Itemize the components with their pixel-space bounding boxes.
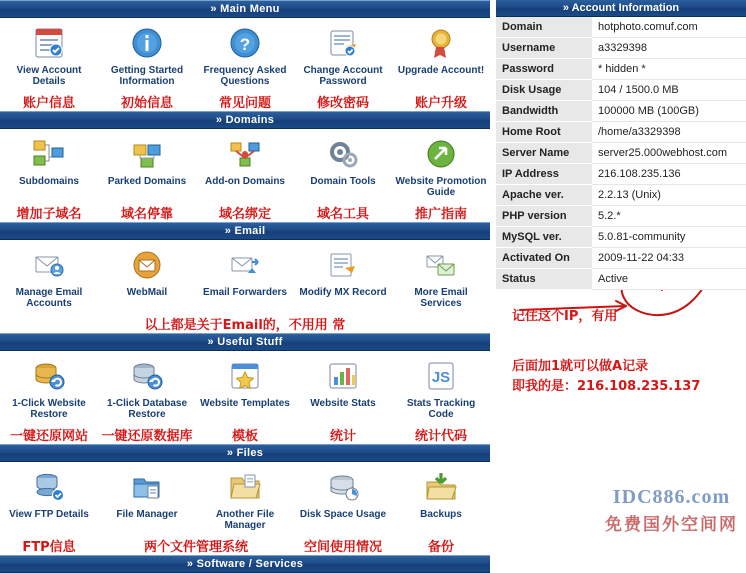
table-row xyxy=(496,185,746,206)
parked-domains-icon xyxy=(100,135,194,173)
menu-item-file-manager[interactable] xyxy=(98,466,196,535)
menu-item-1-click-website-restore[interactable] xyxy=(0,355,98,424)
watermark-site: IDC886.com xyxy=(612,486,731,508)
table-row xyxy=(496,269,746,290)
menu-item-website-stats[interactable] xyxy=(294,355,392,424)
disk-space-icon xyxy=(296,468,390,506)
menu-item-label: Modify MX Record xyxy=(299,287,387,298)
menu-item-more-email-services[interactable] xyxy=(392,244,490,313)
menu-item-disk-space-usage[interactable] xyxy=(294,466,392,535)
svg-text:?: ? xyxy=(239,35,251,54)
table-row xyxy=(496,17,746,38)
menu-item-label: 1-Click Website Restore xyxy=(12,398,86,420)
row-key: Apache ver. xyxy=(496,185,592,206)
annotation-change-password: 修改密码 xyxy=(316,95,369,111)
menu-item-label: View FTP Details xyxy=(9,509,89,520)
menu-item-label: Backups xyxy=(420,509,462,520)
annotation-row-domains xyxy=(0,202,490,222)
file-manager-icon xyxy=(100,468,194,506)
backups-icon xyxy=(394,468,488,506)
row-value: 104 / 1500.0 MB xyxy=(592,80,746,101)
annotation-row-email xyxy=(0,313,490,333)
menu-item-view-account-details[interactable] xyxy=(0,22,98,91)
annotation-upgrade: 账户升级 xyxy=(414,95,467,111)
menu-item-label: Website Stats xyxy=(310,398,376,409)
annotation-a-record-line2: 即我的是：216.108.235.137 xyxy=(512,379,701,394)
row-value: 5.2.* xyxy=(592,206,746,227)
annotation-ftp-info: FTP信息 xyxy=(22,539,76,555)
row-value: 2.2.13 (Unix) xyxy=(592,185,746,206)
subdomains-icon xyxy=(2,135,96,173)
menu-item-manage-email-accounts[interactable] xyxy=(0,244,98,313)
table-row xyxy=(496,248,746,269)
ftp-details-icon xyxy=(2,468,96,506)
domain-tools-icon xyxy=(296,135,390,173)
annotation-stats-code: 统计代码 xyxy=(414,428,467,444)
templates-icon xyxy=(198,357,292,395)
table-row xyxy=(496,38,746,59)
info-icon xyxy=(100,24,194,62)
menu-item-label: 1-Click Database Restore xyxy=(106,398,188,420)
menu-item-frequency-asked-questions[interactable] xyxy=(196,22,294,91)
website-restore-icon xyxy=(2,357,96,395)
menu-item-label: Getting Started Information xyxy=(110,65,184,87)
menu-item-label: Email Forwarders xyxy=(203,287,287,298)
annotation-faq: 常见问题 xyxy=(218,95,271,111)
menu-item-1-click-database-restore[interactable] xyxy=(98,355,196,424)
menu-item-label: Stats Tracking Code xyxy=(406,398,476,420)
table-row xyxy=(496,101,746,122)
menu-item-label: View Account Details xyxy=(16,65,82,87)
watermark xyxy=(605,486,738,535)
menu-item-label: Add-on Domains xyxy=(205,176,285,187)
row-key: Bandwidth xyxy=(496,101,592,122)
upgrade-icon xyxy=(394,24,488,62)
table-row xyxy=(496,164,746,185)
row-value: server25.000webhost.com xyxy=(592,143,746,164)
row-key: Password xyxy=(496,59,592,80)
menu-item-getting-started-information[interactable] xyxy=(98,22,196,91)
menu-item-label: Another File Manager xyxy=(215,509,275,531)
menu-item-label: Upgrade Account! xyxy=(397,65,485,76)
menu-item-view-ftp-details[interactable] xyxy=(0,466,98,535)
menu-item-label: Parked Domains xyxy=(107,176,187,187)
stats-icon xyxy=(296,357,390,395)
menu-item-label: Disk Space Usage xyxy=(299,509,387,520)
row-value: 2009-11-22 04:33 xyxy=(592,248,746,269)
section-header-files: » Files xyxy=(0,444,490,462)
section-grid-files xyxy=(0,462,490,535)
promotion-guide-icon xyxy=(394,135,488,173)
menu-item-website-promotion-guide[interactable] xyxy=(392,133,490,202)
annotation-a-record-line1: 后面加1就可以做A记录 xyxy=(512,359,649,374)
menu-item-label: WebMail xyxy=(126,287,168,298)
annotation-email-note: 以上都是关于Email的，不用用 常 xyxy=(144,317,346,333)
menu-item-label: Frequency Asked Questions xyxy=(203,65,287,87)
watermark-slogan: 免费国外空间网 xyxy=(605,515,738,535)
section-header-main-menu: » Main Menu xyxy=(0,0,490,18)
annotation-disk-space: 空间使用情况 xyxy=(303,539,382,555)
annotation-website-restore: 一键还原网站 xyxy=(9,428,88,444)
annotation-website-stats: 统计 xyxy=(329,428,356,444)
row-key: Status xyxy=(496,269,592,290)
menu-item-email-forwarders[interactable] xyxy=(196,244,294,313)
row-key: Domain xyxy=(496,17,592,38)
annotation-database-restore: 一键还原数据库 xyxy=(101,428,193,444)
webmail-icon xyxy=(100,246,194,284)
menu-item-upgrade-account[interactable] xyxy=(392,22,490,91)
menu-item-label: Manage Email Accounts xyxy=(15,287,83,309)
mx-record-icon xyxy=(296,246,390,284)
row-key: PHP version xyxy=(496,206,592,227)
row-value: /home/a3329398 xyxy=(592,122,746,143)
annotation-templates: 模板 xyxy=(231,428,258,444)
menu-item-website-templates[interactable] xyxy=(196,355,294,424)
table-row xyxy=(496,143,746,164)
section-grid-domains xyxy=(0,129,490,202)
table-row xyxy=(496,206,746,227)
another-file-manager-icon xyxy=(198,468,292,506)
account-information-table xyxy=(496,17,746,290)
annotation-parked-domains: 域名停靠 xyxy=(120,206,173,222)
row-value-ip-address: 216.108.235.136 xyxy=(592,164,746,185)
section-grid-useful-stuff xyxy=(0,351,490,424)
annotation-row-useful-stuff xyxy=(0,424,490,444)
row-value: hotphoto.comuf.com xyxy=(592,17,746,38)
stats-tracking-icon xyxy=(394,357,488,395)
row-key: Username xyxy=(496,38,592,59)
account-information-header: » Account Information xyxy=(496,0,746,17)
row-key: Activated On xyxy=(496,248,592,269)
row-value: a3329398 xyxy=(592,38,746,59)
table-row xyxy=(496,59,746,80)
row-key: MySQL ver. xyxy=(496,227,592,248)
menu-item-label: Subdomains xyxy=(18,176,79,187)
annotation-subdomains: 增加子域名 xyxy=(16,206,82,222)
annotation-row-files xyxy=(0,535,490,555)
section-header-email: » Email xyxy=(0,222,490,240)
row-key: Home Root xyxy=(496,122,592,143)
annotation-ip-note: 记住这个IP，有用 xyxy=(512,309,618,324)
table-row xyxy=(496,122,746,143)
menu-item-label: Domain Tools xyxy=(310,176,376,187)
change-password-icon xyxy=(296,24,390,62)
annotation-row-main-menu xyxy=(0,91,490,111)
menu-item-stats-tracking-code[interactable] xyxy=(392,355,490,424)
menu-item-label: Website Promotion Guide xyxy=(395,176,487,198)
row-value: * hidden * xyxy=(592,59,746,80)
row-value: Active xyxy=(592,269,746,290)
section-header-software-services: » Software / Services xyxy=(0,555,490,573)
menu-item-label: Website Templates xyxy=(200,398,290,409)
row-key: Server Name xyxy=(496,143,592,164)
account-details-icon xyxy=(2,24,96,62)
row-value: 5.0.81-community xyxy=(592,227,746,248)
section-grid-email xyxy=(0,240,490,313)
menu-item-subdomains[interactable] xyxy=(0,133,98,202)
row-key: Disk Usage xyxy=(496,80,592,101)
menu-item-domain-tools[interactable] xyxy=(294,133,392,202)
menu-item-another-file-manager[interactable] xyxy=(196,466,294,535)
table-row xyxy=(496,227,746,248)
annotation-promotion-guide: 推广指南 xyxy=(414,206,467,222)
annotation-addon-domains: 域名绑定 xyxy=(218,206,271,222)
row-value: 100000 MB (100GB) xyxy=(592,101,746,122)
menu-item-label: Change Account Password xyxy=(303,65,383,87)
section-header-useful-stuff: » Useful Stuff xyxy=(0,333,490,351)
section-grid-main-menu xyxy=(0,18,490,91)
menu-item-label: File Manager xyxy=(116,509,178,520)
more-email-icon xyxy=(394,246,488,284)
table-row xyxy=(496,80,746,101)
annotation-account-info: 账户信息 xyxy=(22,95,75,111)
addon-domains-icon xyxy=(198,135,292,173)
account-information-panel xyxy=(496,0,746,290)
annotation-domain-tools: 域名工具 xyxy=(316,206,369,222)
svg-text:JS: JS xyxy=(431,369,451,386)
faq-icon xyxy=(198,24,292,62)
row-key: IP Address xyxy=(496,164,592,185)
manage-email-icon xyxy=(2,246,96,284)
annotation-file-managers: 两个文件管理系统 xyxy=(143,539,248,555)
menu-item-webmail[interactable] xyxy=(98,244,196,313)
annotation-backups: 备份 xyxy=(427,539,454,555)
menu-item-label: More Email Services xyxy=(414,287,468,309)
menu-item-backups[interactable] xyxy=(392,466,490,535)
database-restore-icon xyxy=(100,357,194,395)
menu-item-change-account-password[interactable] xyxy=(294,22,392,91)
section-header-domains: » Domains xyxy=(0,111,490,129)
menu-item-modify-mx-record[interactable] xyxy=(294,244,392,313)
email-forwarders-icon xyxy=(198,246,292,284)
annotation-initial-info: 初始信息 xyxy=(120,95,173,111)
menu-item-parked-domains[interactable] xyxy=(98,133,196,202)
menu-item-addon-domains[interactable] xyxy=(196,133,294,202)
